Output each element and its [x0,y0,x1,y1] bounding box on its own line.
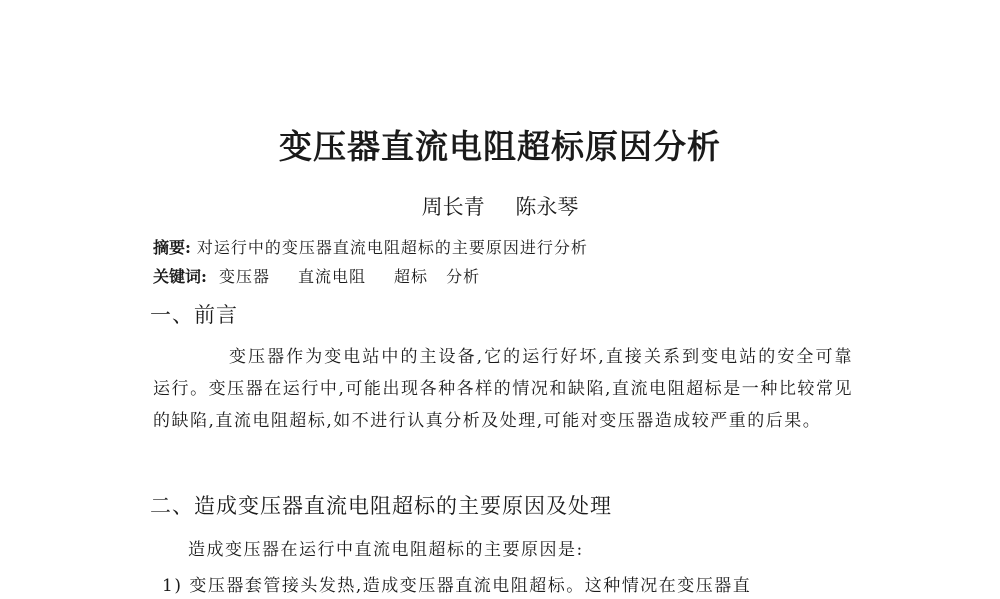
author-name: 周长青 [421,195,485,219]
keywords [153,266,508,288]
keyword: 分析 [446,267,481,286]
paragraph-text: 造成变压器在运行中直流电阻超标的主要原因是: [188,540,584,560]
keyword: 直流电阻 [298,267,367,286]
keywords-label: 关键词: [153,267,207,286]
section-heading: 一、前言 [150,303,238,327]
list-item: 1) 变压器套管接头发热,造成变压器直流电阻超标。这种情况在变压器直 [162,576,752,596]
paragraph-text: 变压器作为变电站中的主设备,它的运行好坏,直接关系到变电站的安全可靠运行。变压器在运行中,可能出现各种各样的情况和缺陷,直流电阻超标是一种比较常见的缺陷,直流电阻超标,如不进行认真分析及处理,可能对变压器造成较严重的后果。 [153,347,853,431]
keyword: 变压器 [219,267,271,286]
paper-title: 变压器直流电阻超标原因分析 [279,127,721,166]
author-list [0,192,1000,222]
abstract [153,237,588,259]
abstract-text: 对运行中的变压器直流电阻超标的主要原因进行分析 [196,238,588,257]
section-paragraph [153,341,853,437]
abstract-label: 摘要: [153,238,191,257]
keyword: 超标 [394,267,429,286]
author-name: 陈永琴 [515,195,579,219]
section-heading: 二、造成变压器直流电阻超标的主要原因及处理 [150,494,612,518]
